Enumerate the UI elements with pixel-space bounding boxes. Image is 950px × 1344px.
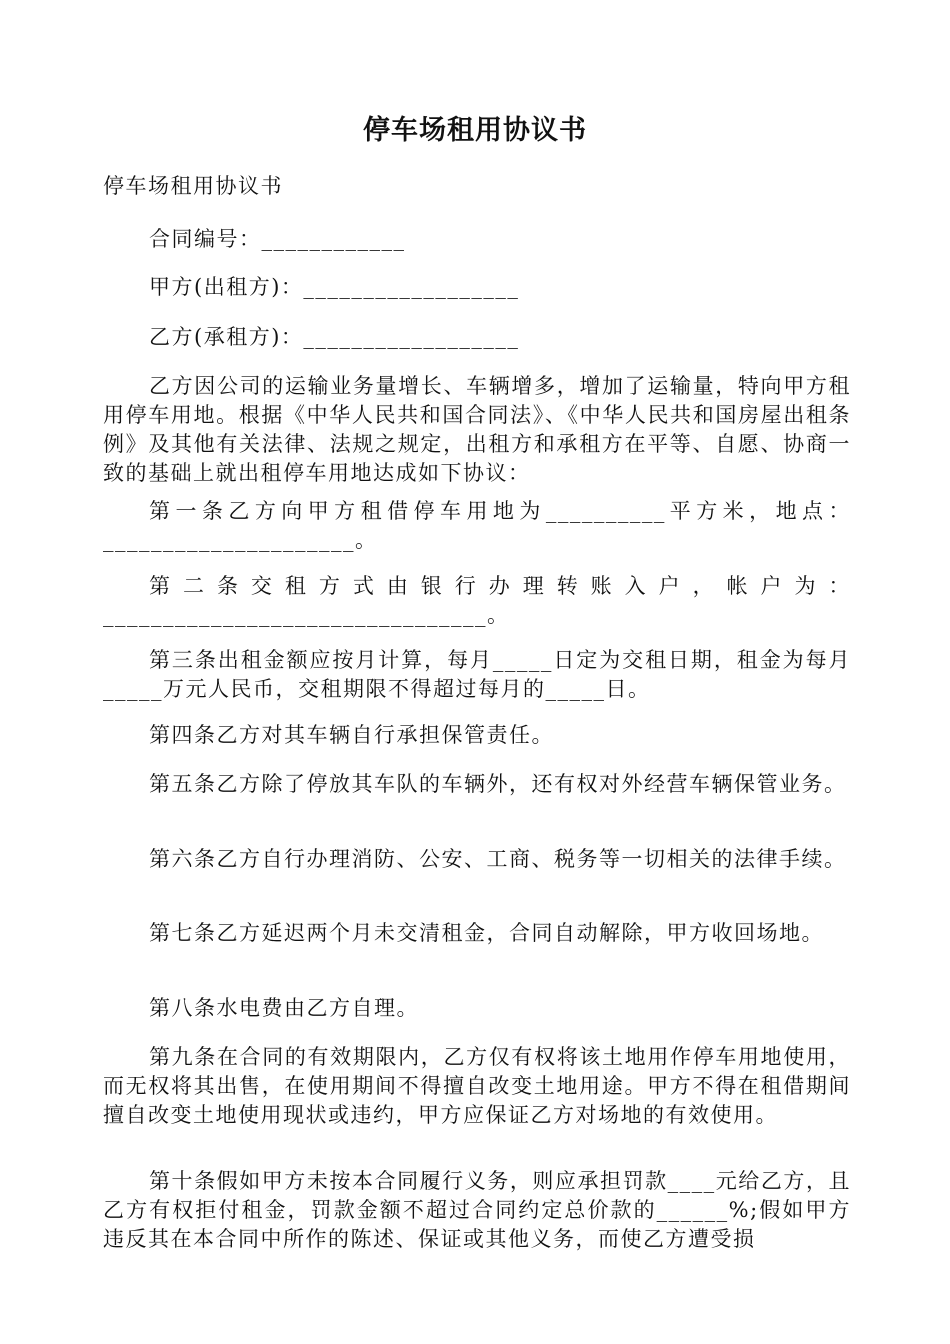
article-2: 第二条交租方式由银行办理转账入户，帐户为：________________________________。: [103, 574, 851, 627]
article-3: 第三条出租金额应按月计算，每月_____日定为交租日期，租金为每月_____万元人民币，交租期限不得超过每月的_____日。: [103, 648, 851, 701]
document-title: 停车场租用协议书: [363, 115, 587, 146]
article-7: 第七条乙方延迟两个月未交清租金，合同自动解除，甲方收回场地。: [149, 921, 824, 945]
article-8: 第八条水电费由乙方自理。: [149, 996, 419, 1020]
document-body: [103, 172, 851, 1344]
article-10: 第十条假如甲方未按本合同履行义务，则应承担罚款____元给乙方，且乙方有权拒付租金，罚款金额不超过合同约定总价款的______%;假如甲方违反其在本合同中所作的陈述、保证或其他义务，而使乙方遭受损: [103, 1169, 851, 1251]
article-9: 第九条在合同的有效期限内，乙方仅有权将该土地用作停车用地使用，而无权将其出售，在使用期间不得擅自改变土地用途。甲方不得在租借期间擅自改变土地使用现状或违约，甲方应保证乙方对场地的有效使用。: [103, 1045, 851, 1127]
document-subtitle: 停车场租用协议书: [103, 174, 283, 198]
party-a-line: 甲方(出租方)：__________________: [149, 275, 520, 299]
article-6: 第六条乙方自行办理消防、公安、工商、税务等一切相关的法律手续。: [149, 847, 847, 871]
article-1: 第一条乙方向甲方租借停车用地为__________平方米，地点：_____________________。: [103, 499, 851, 552]
preamble-paragraph: 乙方因公司的运输业务量增长、车辆增多，增加了运输量，特向甲方租用停车用地。根据《中华人民共和国合同法》、《中华人民共和国房屋出租条例》及其他有关法律、法规之规定，出租方和承租方在平等、自愿、协商一致的基础上就出租停车用地达成如下协议：: [103, 374, 851, 485]
party-b-line: 乙方(承租方)：__________________: [149, 325, 520, 349]
article-4: 第四条乙方对其车辆自行承担保管责任。: [149, 723, 554, 747]
article-5: 第五条乙方除了停放其车队的车辆外，还有权对外经营车辆保管业务。: [149, 772, 847, 796]
contract-number-line: 合同编号：____________: [149, 227, 406, 251]
